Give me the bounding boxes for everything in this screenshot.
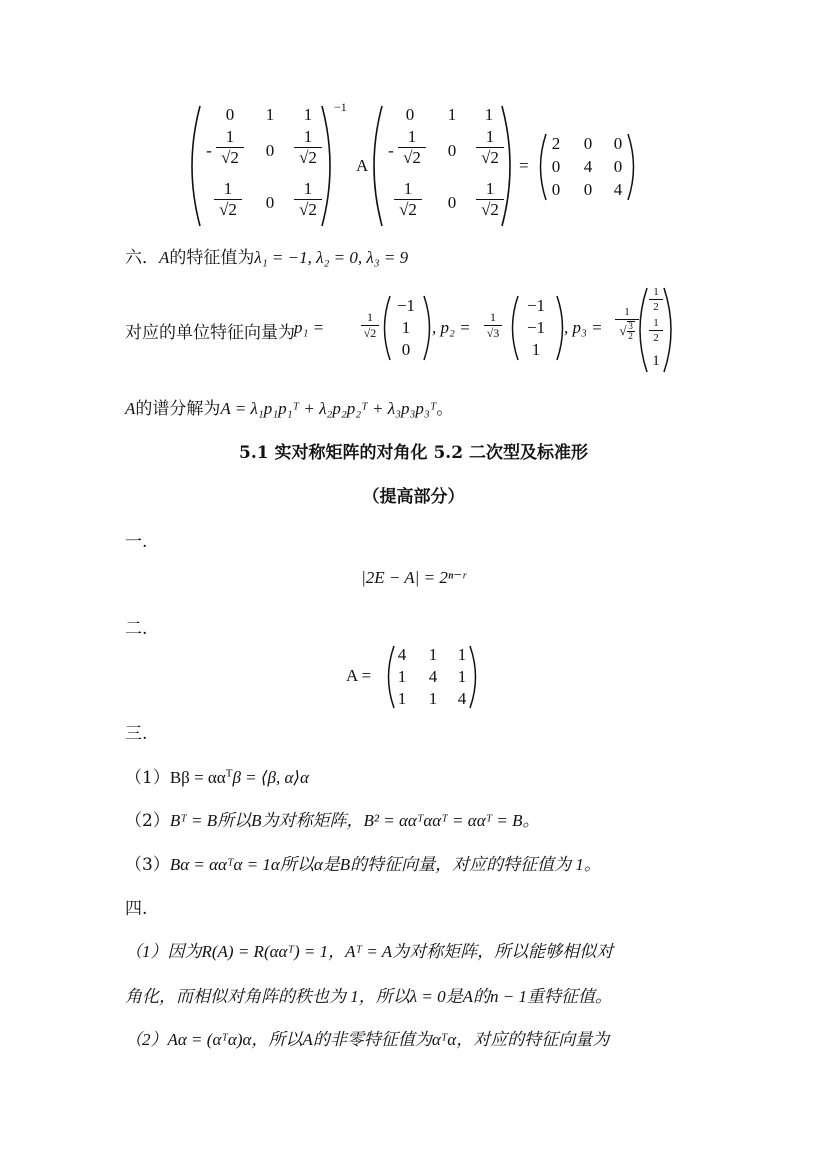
diag-bracket-left [538, 132, 548, 202]
diag-r1c1: 2 [551, 134, 561, 153]
p2-label: , p₂ = [432, 318, 471, 337]
a-r2c1: 1 [397, 667, 407, 686]
m1-r3c2: 0 [265, 193, 275, 212]
m1-r3c3: 1 √2 [294, 180, 322, 219]
m1-r1c2: 1 [265, 105, 275, 124]
part4-line1: （1）因为R(A) = R(ααᵀ) = 1，Aᵀ = A为对称矩阵，所以能够相似对 [125, 942, 614, 961]
p1-v1: −1 [396, 296, 416, 315]
m2-r3c3: 1 √2 [476, 180, 504, 219]
spectral-decomposition: A的谱分解为A = λ₁p₁p₁ᵀ + λ₂p₂p₂ᵀ + λ₃p₃p₃ᵀ。 [125, 399, 454, 419]
p3-bracket-right [662, 286, 674, 374]
m2-r2c2: 0 [447, 141, 457, 160]
part2-bracket-right [468, 644, 478, 710]
section-title: 5.1 实对称矩阵的对角化 5.2 二次型及标准形 [239, 443, 588, 463]
matrix-bracket-left-2 [370, 104, 384, 228]
m1-r1c3: 1 [303, 105, 313, 124]
p3-bracket-left [637, 286, 649, 374]
m1-r2c3: 1 √2 [294, 128, 322, 167]
p3-v2: 1 2 [649, 317, 663, 344]
m2-r3c2: 0 [447, 193, 457, 212]
matrix-bracket-right-1 [320, 104, 334, 228]
part1-label: 一. [125, 532, 148, 552]
equals-sign: = [519, 156, 529, 175]
p1-bracket-right [422, 294, 432, 362]
diag-r2c3: 0 [613, 157, 623, 176]
m1-r3c1: 1 √2 [214, 180, 242, 219]
m2-r2-minus: - [388, 141, 394, 160]
diag-bracket-right [626, 132, 636, 202]
m1-r2c2: 0 [265, 141, 275, 160]
part3-line1: $(1)B\beta = \alpha\alpha^T\beta$ = ⟨β, α⟩α [125, 767, 309, 788]
p3-coef: 1 √ 3 2 [615, 306, 639, 341]
matrix-bracket-right-2 [500, 104, 514, 228]
part4-line3: （2）Aα = (αᵀα)α，所以A的非零特征值为αᵀα，对应的特征向量为 [125, 1030, 610, 1049]
p2-v2: −1 [526, 318, 546, 337]
part4-label: 四. [125, 899, 148, 919]
p3-label: , p₃ = [564, 318, 603, 337]
a-r1c2: 1 [428, 645, 438, 664]
a-r2c2: 4 [428, 667, 438, 686]
diag-r2c2: 4 [583, 157, 593, 176]
matrix-a-label: A [356, 156, 369, 175]
a-r1c1: 4 [397, 645, 407, 664]
part3-line2: （2）Bᵀ = B所以B为对称矩阵，B² = ααᵀααᵀ = ααᵀ = B。 [125, 811, 540, 831]
p2-v1: −1 [526, 296, 546, 315]
eigenvector-intro: 对应的单位特征向量为 [125, 323, 295, 343]
p1-label: p₁ = [294, 318, 325, 337]
matrix-bracket-left-1 [188, 104, 202, 228]
part3-label: 三. [125, 724, 148, 744]
a-r2c3: 1 [457, 667, 467, 686]
part2-label: 二. [125, 619, 148, 639]
part1-formula: |2E − A| = 2ⁿ⁻ʳ [361, 568, 466, 587]
m2-r1c1: 0 [405, 105, 415, 124]
a-r3c2: 1 [428, 689, 438, 708]
p3-v3: 1 [652, 353, 660, 369]
diag-r1c3: 0 [613, 134, 623, 153]
diag-r3c2: 0 [583, 180, 593, 199]
p2-coef: 1 √3 [484, 311, 502, 340]
p2-v3: 1 [531, 340, 541, 359]
sec6-eigenvalue-line: 六．A的特征值为λ₁ = −1, λ₂ = 0, λ₃ = 9 [125, 248, 409, 268]
section-subtitle: （提高部分） [362, 487, 465, 507]
diag-r2c1: 0 [551, 157, 561, 176]
diag-r3c1: 0 [551, 180, 561, 199]
m2-r2c3: 1 √2 [476, 128, 504, 167]
p1-v3: 0 [401, 340, 411, 359]
m2-r1c3: 1 [484, 105, 494, 124]
m2-r1c2: 1 [447, 105, 457, 124]
part3-line3: （3）Bα = ααᵀα = 1α所以α是B的特征向量，对应的特征值为 1。 [125, 855, 601, 875]
p1-v2: 1 [401, 318, 411, 337]
m1-r2c1: 1 √2 [216, 128, 244, 167]
m2-r2c1: 1 √2 [398, 128, 426, 167]
diag-r1c2: 0 [583, 134, 593, 153]
part4-line2: 角化，而相似对角阵的秩也为 1，所以λ = 0是A的n − 1重特征值。 [125, 987, 612, 1006]
p1-coef: 1 √2 [361, 311, 379, 340]
a-r3c1: 1 [397, 689, 407, 708]
diag-r3c3: 4 [613, 180, 623, 199]
a-r3c3: 4 [457, 689, 467, 708]
a-r1c3: 1 [457, 645, 467, 664]
m2-r3c1: 1 √2 [394, 180, 422, 219]
inverse-exponent: −1 [334, 100, 347, 114]
m1-r1c1: 0 [225, 105, 235, 124]
p3-v1: 1 2 [649, 286, 663, 313]
part2-lhs: A = [346, 666, 372, 685]
m1-r2-minus: - [206, 141, 212, 160]
